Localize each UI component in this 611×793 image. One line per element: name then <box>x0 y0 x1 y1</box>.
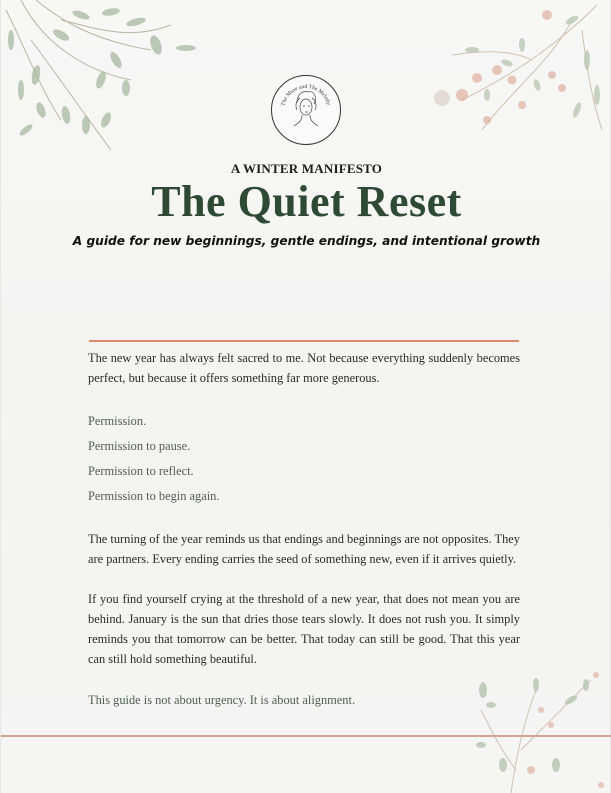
body-paragraph-2: If you find yourself crying at the threshold of a new year, that does not mean you are behind. January is the sun that dries those tears slowly. It does not rush you. It simply reminds you that tomorrow can be better. That today can still be good. That this year can still hold something beautiful. <box>88 592 520 666</box>
eyebrow-label: A WINTER MANIFESTO <box>230 161 383 176</box>
intro-paragraph: The new year has always felt sacred to me. Not because everything suddenly becomes perfect, but because it offers something far more generous. <box>88 351 520 385</box>
permission-line: Permission. <box>88 414 147 428</box>
divider-top <box>89 340 519 342</box>
permission-line: Permission to pause. <box>88 439 191 453</box>
brand-logo <box>271 75 341 145</box>
divider-bottom <box>1 735 611 737</box>
eucalyptus-branch-top-left-icon <box>1 0 201 150</box>
permission-line: Permission to begin again. <box>88 489 220 503</box>
page-subtitle: A guide for new beginnings, gentle endings, and intentional growth <box>72 234 541 248</box>
svg-text:The Muse and The Melody: The Muse and The Melody <box>280 83 332 107</box>
body-paragraph-1: The turning of the year reminds us that endings and beginnings are not opposites. They are partners. Every ending carries the seed of something new, even if it arrives quietly. <box>88 532 520 566</box>
permission-line: Permission to reflect. <box>88 464 194 478</box>
page-title: The Quiet Reset <box>151 177 462 226</box>
floral-branch-top-right-icon <box>412 0 611 150</box>
closing-line: This guide is not about urgency. It is about alignment. <box>88 693 356 707</box>
eucalyptus-branch-bottom-right-icon <box>441 670 611 793</box>
woman-portrait-line-art-icon <box>272 76 340 144</box>
